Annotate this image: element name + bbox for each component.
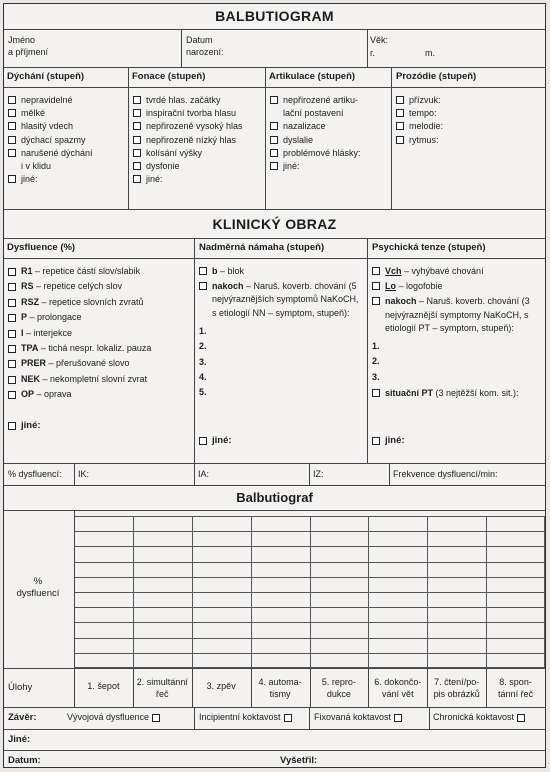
symptom-numbers: 1. 2. 3. 4. 5. xyxy=(199,325,207,398)
option-fixed[interactable]: Fixovaná koktavost xyxy=(314,712,402,722)
breathing-header: Dýchání (stupeň) xyxy=(7,71,85,82)
age-years-label: r. xyxy=(370,48,376,58)
phonation-header: Fonace (stupeň) xyxy=(132,71,206,82)
grid-cell xyxy=(427,531,486,546)
grid-cell xyxy=(133,638,192,653)
grid-cell xyxy=(310,622,369,637)
list-item[interactable]: dýchací spazmy xyxy=(8,134,126,147)
list-item[interactable]: RS – repetice celých slov xyxy=(8,279,193,294)
grid-cell xyxy=(192,622,251,637)
grid-cell xyxy=(133,516,192,531)
grid-cell xyxy=(310,607,369,622)
task-label: 6. dokončo- vání vět xyxy=(374,677,422,699)
grid-cell xyxy=(486,546,545,561)
date-label: Datum: xyxy=(8,755,41,766)
grid-cell xyxy=(368,592,427,607)
list-item[interactable]: kolísání výšky xyxy=(133,147,263,160)
grid-cell xyxy=(368,562,427,577)
grid-cell xyxy=(486,577,545,592)
pct-dysfluency-label: % dysfluencí: xyxy=(8,469,62,479)
grid-cell xyxy=(368,653,427,668)
grid-cell xyxy=(74,546,133,561)
other-label: Jiné: xyxy=(8,734,31,745)
grid-cell xyxy=(368,516,427,531)
list-item[interactable]: TPA – tichá nespr. lokaliz. pauza xyxy=(8,341,193,356)
grid-cell xyxy=(192,607,251,622)
grid-cell xyxy=(310,516,369,531)
articulation-list xyxy=(270,94,390,173)
grid-cell xyxy=(310,653,369,668)
clinical-title: KLINICKÝ OBRAZ xyxy=(212,216,337,232)
list-item[interactable]: RSZ – repetice slovních zvratů xyxy=(8,295,193,310)
articulation-header: Artikulace (stupeň) xyxy=(269,71,356,82)
grid-cell xyxy=(74,562,133,577)
list-item[interactable]: nepravidelné xyxy=(8,94,126,107)
list-item[interactable]: R1 – repetice částí slov/slabik xyxy=(8,264,193,279)
option-incipient[interactable]: Incipientní koktavost xyxy=(199,712,292,722)
grid-cell xyxy=(368,622,427,637)
task-label: 4. automa- tismy xyxy=(258,677,302,699)
option-chronic[interactable]: Chronická koktavost xyxy=(433,712,525,722)
grid-cell xyxy=(368,607,427,622)
grid-cell xyxy=(133,546,192,561)
task-label: 8. spon- tánní řeč xyxy=(498,677,534,699)
list-item[interactable]: tempo: xyxy=(396,107,541,120)
grid-cell xyxy=(427,653,486,668)
list-item[interactable]: nepřirozené artiku- lační postavení xyxy=(270,94,390,120)
lo-option[interactable]: Lo – logofobie xyxy=(372,280,542,293)
grid-cell xyxy=(192,638,251,653)
list-item[interactable]: rytmus: xyxy=(396,134,541,147)
grid-cell xyxy=(427,546,486,561)
grid-cell xyxy=(486,653,545,668)
grid-cell xyxy=(74,607,133,622)
iz-label: IZ: xyxy=(313,469,324,479)
grid-cell xyxy=(74,592,133,607)
list-item[interactable]: melodie: xyxy=(396,120,541,133)
grid-cell xyxy=(133,562,192,577)
prosody-header: Prozódie (stupeň) xyxy=(396,71,477,82)
tasks-label: Úlohy xyxy=(8,682,33,693)
grid-cell xyxy=(251,638,310,653)
list-item[interactable]: I – interjekce xyxy=(8,326,193,341)
grid-cell xyxy=(427,622,486,637)
grid-cell xyxy=(310,546,369,561)
list-item[interactable]: nepřirozeně nízký hlas xyxy=(133,134,263,147)
grid-cell xyxy=(368,531,427,546)
list-item[interactable]: inspirační tvorba hlasu xyxy=(133,107,263,120)
grid-cell xyxy=(310,531,369,546)
list-item[interactable]: nazalizace xyxy=(270,120,390,133)
list-item[interactable]: PRER – přerušované slovo xyxy=(8,356,193,371)
task-label: 5. repro- dukce xyxy=(321,677,356,699)
grid-cell xyxy=(74,531,133,546)
grid-cell xyxy=(310,577,369,592)
grid-cell xyxy=(486,562,545,577)
prosody-list xyxy=(396,94,541,147)
balbutiograf-grid xyxy=(74,516,545,668)
ik-label: IK: xyxy=(78,469,90,479)
grid-cell xyxy=(251,622,310,637)
grid-cell xyxy=(427,592,486,607)
tension-header: Psychická tenze (stupeň) xyxy=(372,242,486,253)
breathing-list xyxy=(8,94,126,186)
list-item[interactable]: nepřirozeně vysoký hlas xyxy=(133,120,263,133)
grid-cell xyxy=(251,562,310,577)
grid-cell xyxy=(133,592,192,607)
effort-other[interactable]: jiné: xyxy=(199,435,232,446)
grid-cell xyxy=(74,653,133,668)
conclusion-label: Závěr: xyxy=(8,712,37,723)
name-label: Jméno a příjmení xyxy=(8,35,49,57)
ia-label: IA: xyxy=(198,469,210,479)
grid-cell xyxy=(192,653,251,668)
grid-cell xyxy=(74,577,133,592)
situational-option[interactable]: situační PT (3 nejtěžší kom. sit.): xyxy=(372,387,542,400)
grid-cell xyxy=(251,592,310,607)
y-axis-label: % dysfluencí xyxy=(16,576,60,599)
list-item[interactable]: P – prolongace xyxy=(8,310,193,325)
grid-cell xyxy=(192,531,251,546)
grid-cell xyxy=(427,638,486,653)
grid-cell xyxy=(486,531,545,546)
divider xyxy=(4,29,545,30)
list-item[interactable]: dyslalie xyxy=(270,134,390,147)
grid-cell xyxy=(251,531,310,546)
list-item[interactable]: jiné: xyxy=(8,173,126,186)
examiner-label: Vyšetřil: xyxy=(280,755,318,766)
tension-other[interactable]: jiné: xyxy=(372,435,405,446)
tasks-row xyxy=(74,668,545,707)
form-title: BALBUTIOGRAM xyxy=(215,8,334,24)
grid-cell xyxy=(133,577,192,592)
list-item[interactable]: přízvuk: xyxy=(396,94,541,107)
grid-cell xyxy=(486,607,545,622)
dysfluency-list xyxy=(8,264,193,403)
nakoch-option[interactable]: nakoch – Naruš. koverb. chování (3 nejvýraznější symptomy NaKoCH, s etiologií PT – symptom, stupeň): xyxy=(372,295,542,335)
list-item[interactable]: OP – oprava xyxy=(8,387,193,402)
dysfluency-header: Dysfluence (%) xyxy=(7,242,76,253)
grid-cell xyxy=(368,546,427,561)
grid-cell xyxy=(310,562,369,577)
grid-cell xyxy=(251,607,310,622)
grid-cell xyxy=(133,622,192,637)
grid-cell xyxy=(251,577,310,592)
grid-cell xyxy=(133,653,192,668)
list-item[interactable]: mělké xyxy=(8,107,126,120)
grid-cell xyxy=(74,516,133,531)
vch-option[interactable]: Vch – vyhýbavé chování xyxy=(372,265,542,278)
grid-cell xyxy=(486,638,545,653)
grid-cell xyxy=(74,638,133,653)
grid-cell xyxy=(251,516,310,531)
grid-cell xyxy=(310,592,369,607)
birthdate-label: Datum narození: xyxy=(186,35,224,57)
grid-cell xyxy=(486,592,545,607)
age-months-label: m. xyxy=(425,48,435,58)
grid-cell xyxy=(192,546,251,561)
list-item[interactable]: hlasitý vdech xyxy=(8,120,126,133)
grid-cell xyxy=(486,622,545,637)
list-item[interactable]: tvrdé hlas. začátky xyxy=(133,94,263,107)
grid-cell xyxy=(192,516,251,531)
grid-cell xyxy=(368,638,427,653)
option-developmental[interactable]: Vývojová dysfluence xyxy=(67,712,160,722)
grid-cell xyxy=(192,577,251,592)
grid-cell xyxy=(192,592,251,607)
list-item[interactable]: dysfonie xyxy=(133,160,263,173)
effort-header: Nadměrná námaha (stupeň) xyxy=(199,242,325,253)
grid-cell xyxy=(310,638,369,653)
list-item[interactable]: narušené dýchání i v klidu xyxy=(8,147,126,173)
balbutiogram-form xyxy=(3,3,546,768)
block-option[interactable]: b – blok xyxy=(199,265,364,278)
list-item[interactable]: jiné: xyxy=(133,173,263,186)
list-item[interactable]: jiné: xyxy=(270,160,390,173)
grid-cell xyxy=(192,562,251,577)
task-label: 7. čtení/po- pis obrázků xyxy=(433,677,480,699)
frequency-label: Frekvence dysfluencí/min: xyxy=(393,469,498,479)
grid-cell xyxy=(427,607,486,622)
grid-cell xyxy=(368,577,427,592)
symptom-numbers: 1. 2. 3. xyxy=(372,341,380,382)
grid-cell xyxy=(427,516,486,531)
nakoch-option[interactable]: nakoch – Naruš. koverb. chování (5 nejvýraznějších symptomů NaKoCH, s etiologií NN – symptom, stupeň): xyxy=(199,280,364,320)
grid-cell xyxy=(133,531,192,546)
balbutiograf-title: Balbutiograf xyxy=(236,490,313,505)
effort-block xyxy=(199,265,364,401)
age-label: Věk: xyxy=(370,35,389,45)
grid-cell xyxy=(427,562,486,577)
tension-block xyxy=(372,265,542,400)
grid-cell xyxy=(133,607,192,622)
dysfluency-other[interactable]: jiné: xyxy=(8,420,41,431)
phonation-list xyxy=(133,94,263,186)
task-label: 3. zpěv xyxy=(206,681,236,691)
grid-cell xyxy=(251,546,310,561)
list-item[interactable]: problémové hlásky: xyxy=(270,147,390,160)
grid-cell xyxy=(74,622,133,637)
grid-cell xyxy=(427,577,486,592)
grid-cell xyxy=(251,653,310,668)
task-label: 1. šepot xyxy=(87,681,120,691)
list-item[interactable]: NEK – nekompletní slovní zvrat xyxy=(8,372,193,387)
task-label: 2. simultánní řeč xyxy=(136,677,188,699)
grid-cell xyxy=(486,516,545,531)
